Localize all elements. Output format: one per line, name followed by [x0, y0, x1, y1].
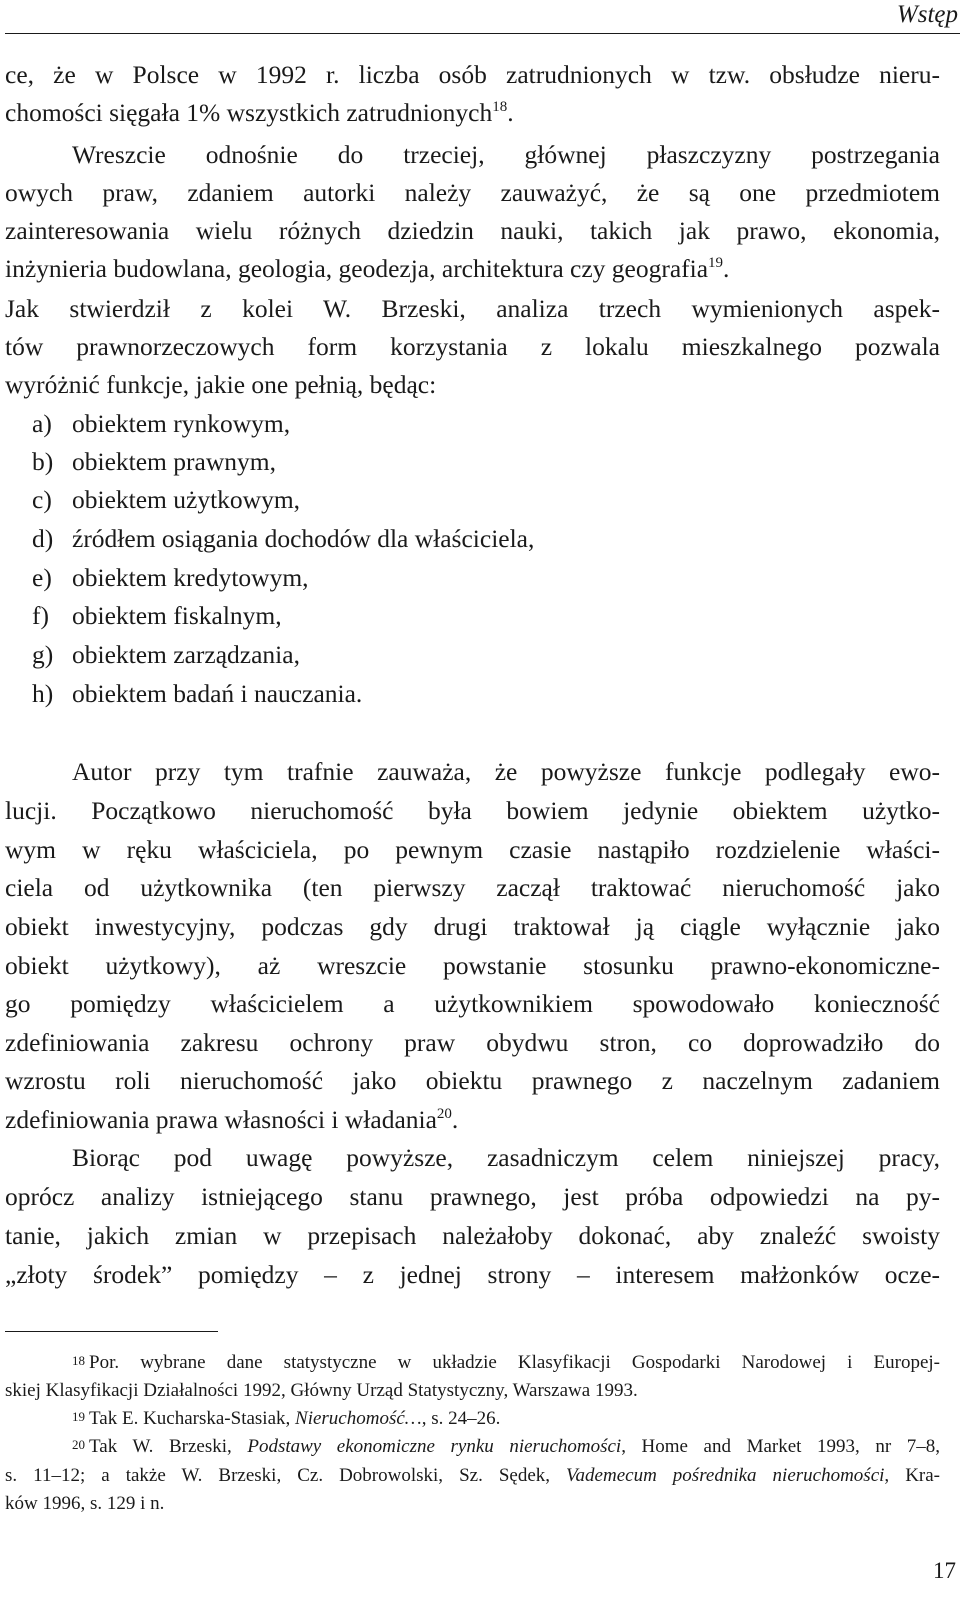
- header-rule: [5, 33, 960, 34]
- text-line: Biorąc pod uwagę powyższe, zasadniczym celem niniejszej pracy,: [72, 1143, 940, 1172]
- text-line: Autor przy tym trafnie zauważa, że powyższe funkcje podlegały ewo-: [72, 757, 940, 786]
- text-line: go pomiędzy właścicielem a użytkownikiem spowodowało konieczność: [5, 989, 940, 1018]
- text-line: wym w ręku właściciela, po pewnym czasie nastąpiło rozdzielenie właści-: [5, 835, 940, 864]
- footnote-text: s. 11–12; a także W. Brzeski, Cz. Dobrowolski, Sz. Sędek, Vademecum pośrednika nieruchomości, Kra-: [5, 1465, 940, 1486]
- text-line: Wreszcie odnośnie do trzeciej, głównej płaszczyzny postrzegania: [72, 140, 940, 169]
- list-item: b) obiektem prawnym,: [32, 445, 276, 479]
- running-header: Wstęp: [896, 1, 958, 28]
- footnote-19: $^{19}$ Tak E. Kucharska-Stasiak, Nieruchomość…, s. 24–26.: [72, 1408, 501, 1429]
- text-line: wzrostu roli nieruchomość jako obiektu prawnego z naczelnym zadaniem: [5, 1066, 940, 1095]
- list-marker: e): [32, 563, 52, 592]
- text-line: ce, że w Polsce w 1992 r. liczba osób zatrudnionych w tzw. obsłudze nieru-: [5, 60, 940, 89]
- list-marker: f): [32, 601, 49, 630]
- text-line: zdefiniowania zakresu ochrony praw obydwu stron, co doprowadziło do: [5, 1028, 940, 1057]
- text-line: chomości sięgała 1% wszystkich zatrudnionych$^{18}$.: [5, 98, 514, 127]
- list-item: h) obiektem badań i nauczania.: [32, 677, 362, 711]
- text-line: zainteresowania wielu różnych dziedzin nauki, takich jak prawo, ekonomia,: [5, 216, 940, 245]
- text-line: tów prawnorzeczowych form korzystania z lokalu mieszkalnego pozwala: [5, 332, 940, 361]
- text-line: tanie, jakich zmian w przepisach należałoby dokonać, aby znaleźć swoisty: [5, 1221, 940, 1250]
- list-marker: c): [32, 485, 52, 514]
- footnote-ref: 20: [436, 1106, 452, 1122]
- text-line: ciela od użytkownika (ten pierwszy zaczął traktować nieruchomość jako: [5, 873, 940, 902]
- list-item: a) obiektem rynkowym,: [32, 407, 290, 441]
- list-marker: a): [32, 409, 52, 438]
- text-line: Jak stwierdził z kolei W. Brzeski, analiza trzech wymienionych aspek-: [5, 294, 940, 323]
- text-line: oprócz analizy istniejącego stanu prawnego, jest próba odpowiedzi na py-: [5, 1182, 940, 1211]
- text-line: zdefiniowania prawa własności i władania$^{20}$.: [5, 1105, 459, 1134]
- list-item: g) obiektem zarządzania,: [32, 638, 300, 672]
- footnote-ref: 19: [708, 255, 724, 271]
- text-line: owych praw, zdaniem autorki należy zauważyć, że są one przedmiotem: [5, 178, 940, 207]
- list-item: f) obiektem fiskalnym,: [32, 599, 282, 633]
- text-line: obiekt inwestycyjny, podczas gdy drugi traktował ją ciągle wyłącznie jako: [5, 912, 940, 941]
- footnote-text: ków 1996, s. 129 i n.: [5, 1493, 165, 1514]
- text-line: wyróżnić funkcje, jakie one pełnią, będąc:: [5, 370, 437, 399]
- list-item: e) obiektem kredytowym,: [32, 561, 309, 595]
- list-marker: g): [32, 640, 54, 669]
- footnote-rule: [5, 1331, 218, 1332]
- footnote-18: $^{18}$ Por. wybrane dane statystyczne w układzie Klasyfikacji Gospodarki Narodowej i Europej-: [72, 1352, 940, 1373]
- footnote-20: $^{20}$ Tak W. Brzeski, Podstawy ekonomiczne rynku nieruchomości, Home and Market 1993, nr 7–8,: [72, 1436, 940, 1457]
- text-line: „złoty środek” pomiędzy – z jednej strony – interesem małżonków ocze-: [5, 1260, 940, 1289]
- footnote-text: skiej Klasyfikacji Działalności 1992, Główny Urząd Statystyczny, Warszawa 1993.: [5, 1380, 638, 1401]
- text-line: obiekt użytkowy), aż wreszcie powstanie stosunku prawno-ekonomiczne-: [5, 951, 940, 980]
- list-item: d) źródłem osiągania dochodów dla właściciela,: [32, 522, 534, 556]
- list-marker: h): [32, 679, 54, 708]
- list-marker: b): [32, 447, 54, 476]
- text-line: lucji. Początkowo nieruchomość była bowiem jedynie obiektem użytko-: [5, 796, 940, 825]
- list-marker: d): [32, 524, 54, 553]
- footnote-ref: 18: [492, 99, 508, 115]
- list-item: c) obiektem użytkowym,: [32, 483, 300, 517]
- page-number: 17: [933, 1558, 956, 1583]
- text-line: inżynieria budowlana, geologia, geodezja, architektura czy geografia$^{19}$.: [5, 254, 730, 283]
